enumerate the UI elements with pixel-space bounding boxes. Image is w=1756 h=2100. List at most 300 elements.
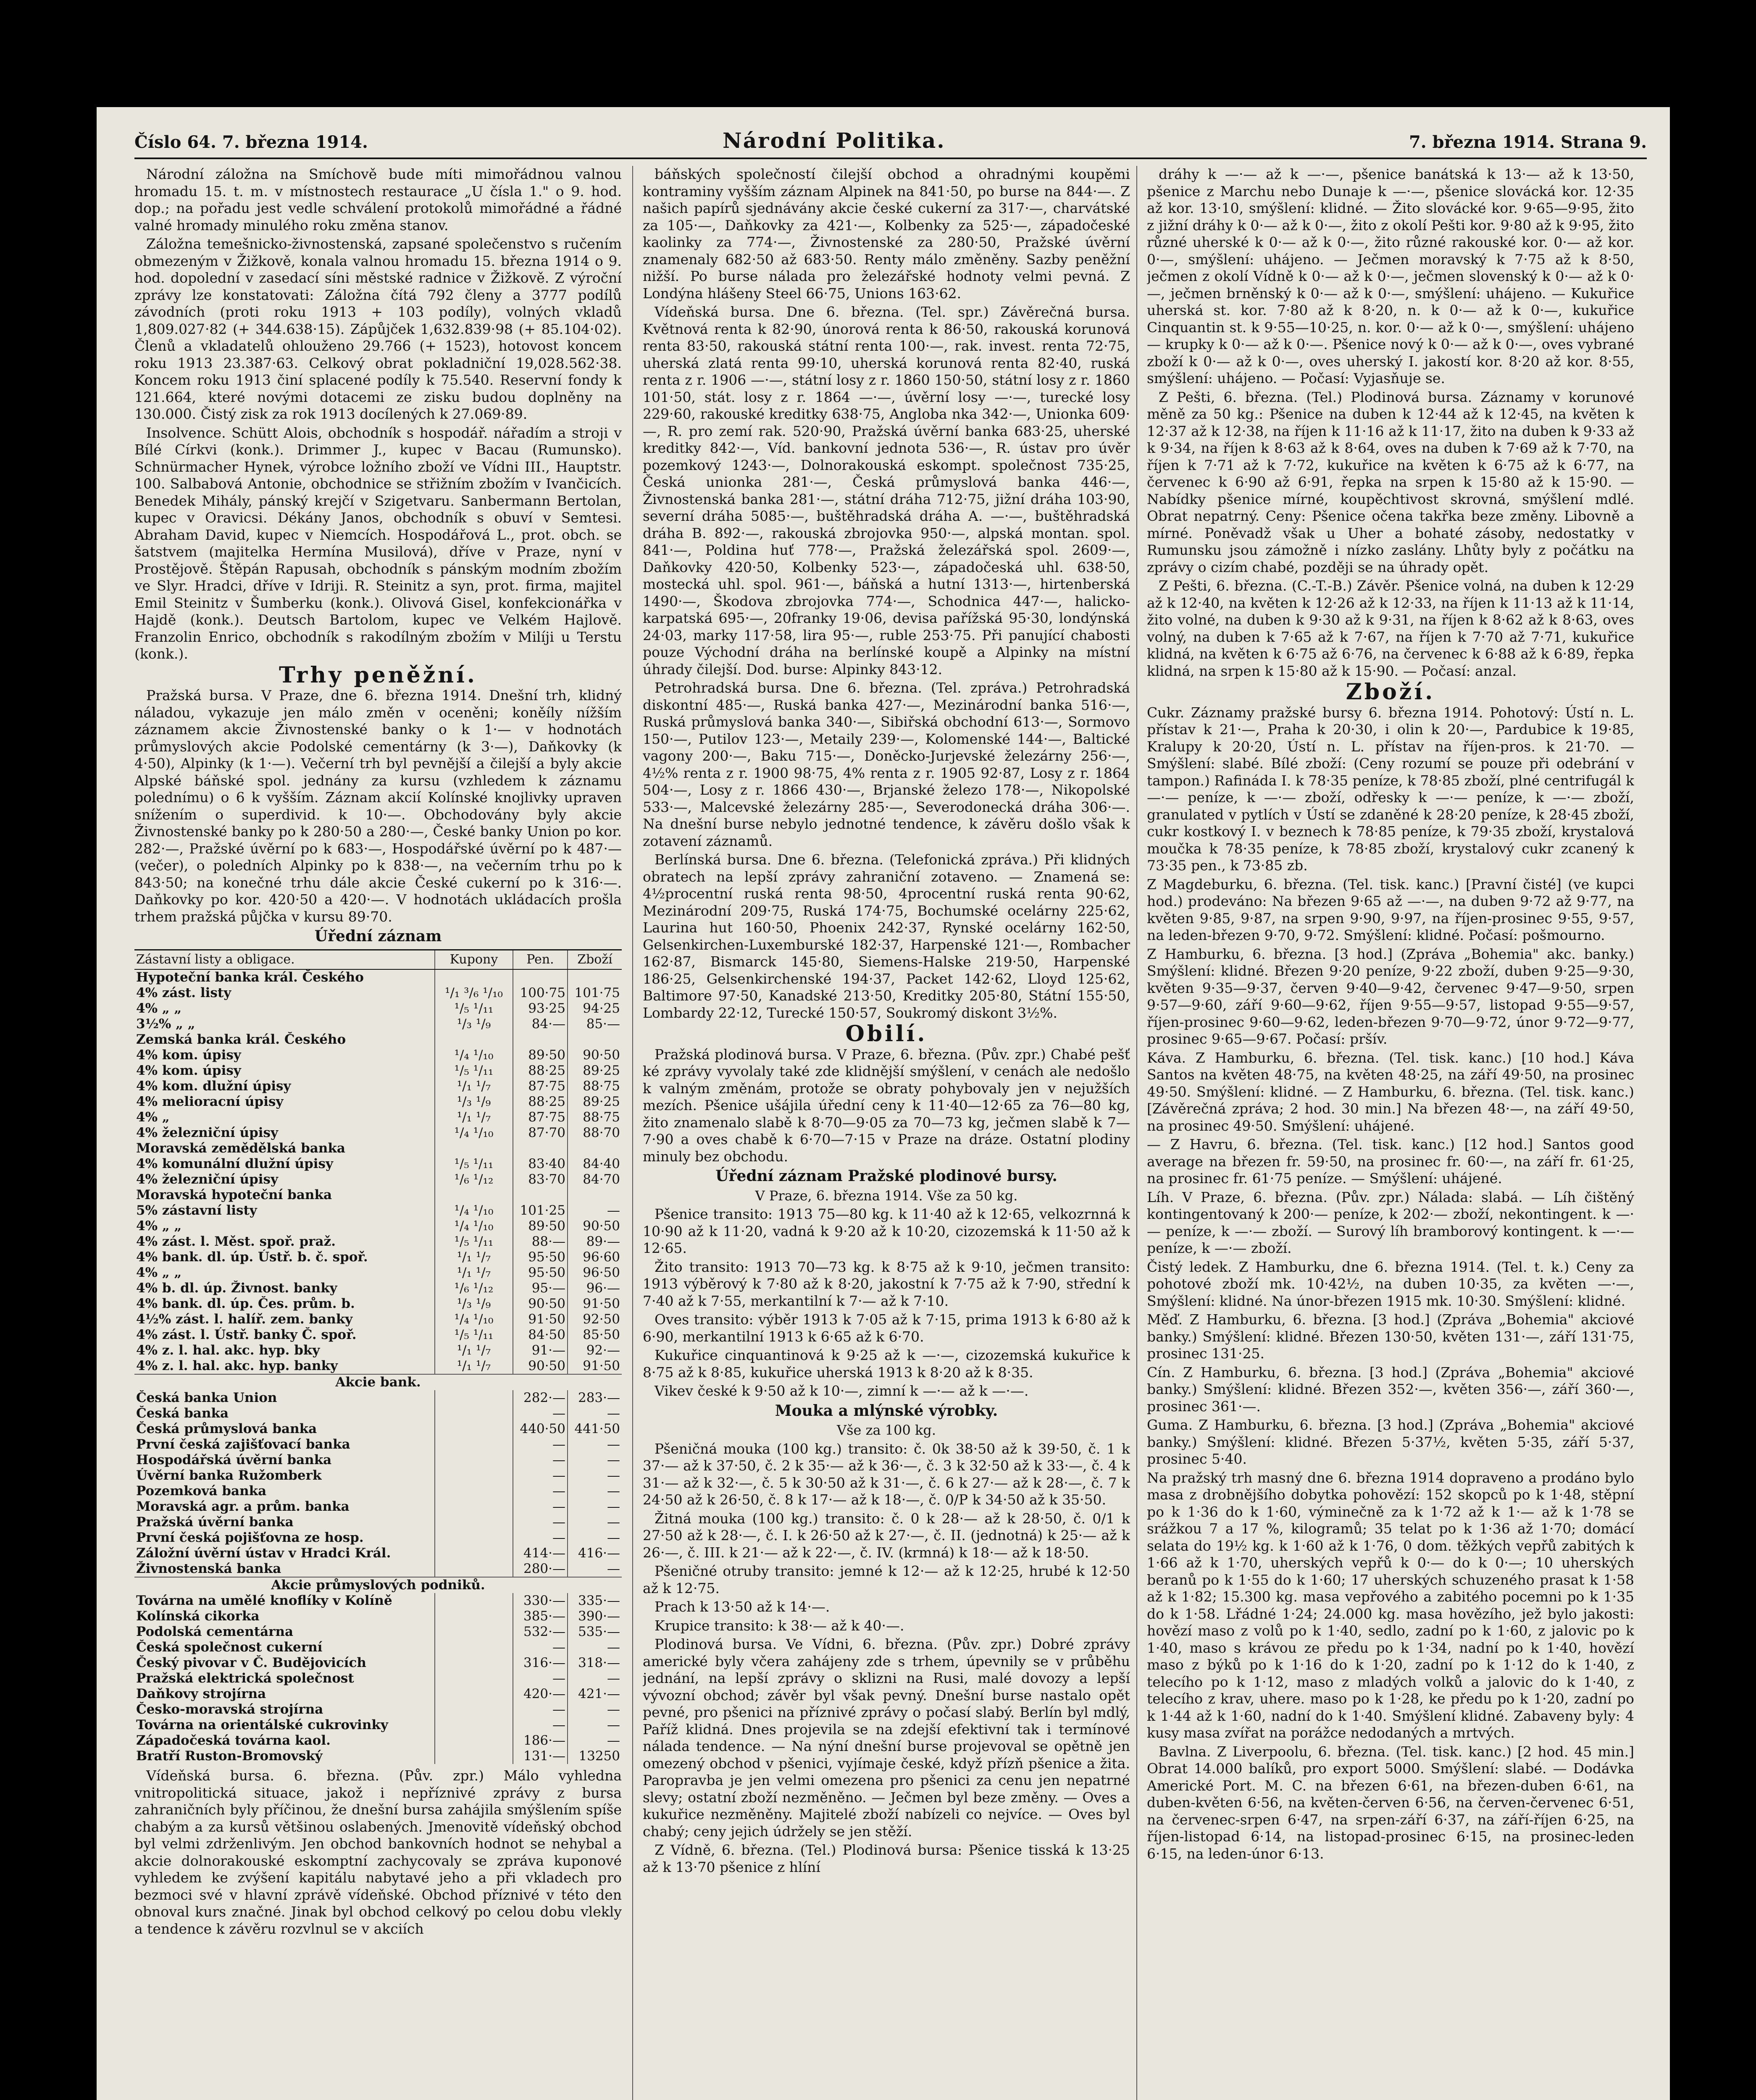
security-name: Pražská elektrická společnost (136, 1671, 354, 1686)
bid-cell: 280·— (513, 1561, 568, 1577)
price-paragraph: Pšeničná mouka (100 kg.) transito: č. 0k 38·50 až k 39·50, č. 1 k 37·— až k 37·50, č. 2 k 35·— až k 36·—, č. 3 k 32·50 až k 33·—, č. 4 k 31·— až k 32·—, č. 5 k 30·50 až k 31·—, č. 6 k 27·— až k 28·—, č. 7 k 24·50 až k 26·50, č. 8 k 17·— až k 18·—, č. 0/P k 34·50 až k 35·50. (643, 1440, 1130, 1508)
price-paragraph: Žitná mouka (100 kg.) transito: č. 0 k 28·— až k 28·50, č. 0/1 k 27·50 až k 28·—, č. I. k 26·50 až k 27·—, č. II. (jednotná) k 25·— až k 26·—, č. III. k 21·— až k 22·—, č. IV. (krmná) k 18·— až k 18·50. (643, 1510, 1130, 1561)
table-row (134, 1358, 622, 1374)
coupon-cell (435, 1717, 513, 1733)
ask-cell: — (568, 1702, 622, 1717)
price-paragraph: Kukuřice cinquantinová k 9·25 až k —·—, cizozemská kukuřice k 8·75 až k 8·85, kukuřice uherská 1913 k 8·20 až k 8·35. (643, 1347, 1130, 1381)
coupon-cell (435, 1530, 513, 1546)
table-row (134, 1250, 622, 1265)
coupon-cell (435, 1702, 513, 1717)
column-divider (1136, 166, 1137, 2100)
ask-cell: 335·— (568, 1593, 622, 1609)
masthead (134, 128, 1647, 158)
table-row (134, 1172, 622, 1187)
grain-report-paragraph: dráhy k —·— až k —·—, pšenice banátská k 13·— až k 13·50, pšenice z Marchu nebo Dunaje k —·—, pšenice slovácká kor. 12·35 až kor. 13·10, smýšlení: klidné. — Žito slovácké kor. 9·65—9·95, žito z jižní dráhy k 0·— až k 0·—, žito z okolí Pešti kor. 9·80 až k 9·95, žito různé uherské k 0·— až k 0·—, žito různé rakouské kor. 0·— až kor. 0·—, smýšlení: uhájeno. — Ječmen moravský k 7·75 až k 8·50, ječmen z okolí Vídně k 0·— až k 0·—, ječmen slovenský k 0·— až k 0·—, ječmen brněnský k 0·— až k 0·—, smýšlení: uhájeno. — Kukuřice uherská st. kor. 7·80 až k 8·20, n. k 0·— až k 0·—, kukuřice Cinquantin st. k 9·55—10·25, n. kor. 0·— až k 0·—, smýšlení: uhájeno — krupky k 0·— až k 0·—. Pšenice nový k 0·— až k 0·—, oves vybrané zboží k 0·— až k 0·—, oves uherský I. jakostí kor. 8·20 až kor. 8·55, smýšlení: uhájeno. — Počasí: Vyjasňuje se. (1147, 166, 1634, 386)
table-row (134, 1032, 622, 1047)
ask-cell: — (568, 1483, 622, 1499)
coupon-cell: ¹/₁ ³/₆ ¹/₁₀ (435, 985, 513, 1001)
goods-report-paragraph: Líh. V Praze, 6. března. (Pův. zpr.) Nálada: slabá. — Líh čištěný kontingentovaný k 200·— peníze, k 202·— zboží, nekontingent. k —·— peníze, k —·— zboží. — Surový líh bramborový kontingent. k —·— peníze, k —·— zboží. (1147, 1189, 1634, 1256)
table-group-row (134, 1577, 622, 1593)
column-divider (632, 166, 633, 2100)
news-paragraph: Národní záložna na Smíchově bude míti mimořádnou valnou hromadu 15. t. m. v místnostech restaurace „U čísla 1." o 9. hod. dop.; na pořadu jest vedle schválení protokolů mimořádné a řádné valné hromady minulého roku změna stanov. (134, 166, 622, 234)
table-row (134, 1748, 622, 1764)
security-name: Záložní úvěrní ústav v Hradci Král. (136, 1546, 391, 1561)
newspaper-title: Národní Politika. (723, 128, 946, 153)
table-row (134, 1655, 622, 1671)
quotes-table (134, 950, 622, 1764)
bid-cell (513, 1032, 568, 1047)
bid-cell: 88·— (513, 1234, 568, 1250)
coupon-cell (435, 1671, 513, 1686)
grain-para: Pražská plodinová bursa. V Praze, 6. března. (Pův. zpr.) Chabé pešť ké zprávy vyvolaly také zde klidnější smýšlení, v cenách ale nedošlo k valným změnám, protože se obraty pohybovaly jen v nejužších mezích. Pšenice ušájila úřední ceny k 11·40—12·65 za 76—80 kg, žito znamenalo slabě k 8·70—9·05 za 70—73 kg, ječmen slabě k 7—7·90 a oves chabě k 6·70—7·15 v Praze na dráze. Ostatní plodiny minuly bez obchodu. (643, 1046, 1130, 1165)
bid-cell: — (513, 1671, 568, 1686)
coupon-cell: ¹/₃ ¹/₉ (435, 1296, 513, 1312)
security-name: Zemská banka král. Českého (136, 1032, 346, 1047)
bid-cell: — (513, 1515, 568, 1530)
table-row (134, 1047, 622, 1063)
bid-cell: — (513, 1483, 568, 1499)
table-row (134, 1110, 622, 1125)
bid-cell: 91·50 (513, 1312, 568, 1327)
table-row (134, 1079, 622, 1094)
price-paragraph: Krupice transito: k 38·— až k 40·—. (655, 1617, 904, 1634)
ask-cell: — (568, 1515, 622, 1530)
col-header-name: Zástavní listy a obligace. (134, 950, 435, 970)
security-name: První česká zajišťovací banka (136, 1437, 350, 1452)
bid-cell: 385·— (513, 1609, 568, 1624)
bid-cell: — (513, 1452, 568, 1468)
table-row (134, 1265, 622, 1281)
bid-cell: 330·— (513, 1593, 568, 1609)
flour-subheading: Vše za 100 kg. (836, 1422, 936, 1438)
table-row (134, 1483, 622, 1499)
bid-cell: 186·— (513, 1733, 568, 1748)
table-group-row (134, 1374, 622, 1390)
table-row (134, 1717, 622, 1733)
bid-cell: — (513, 1468, 568, 1483)
ask-cell: 416·— (568, 1546, 622, 1561)
coupon-cell (435, 1141, 513, 1156)
masthead-rule (134, 158, 1647, 159)
ask-cell: 318·— (568, 1655, 622, 1671)
money-markets-heading: Trhy peněžní. (279, 662, 477, 688)
issue-number: Číslo 64. 7. března 1914. (134, 132, 368, 152)
col-header-pen: Pen. (513, 950, 568, 970)
table-row (134, 1327, 622, 1343)
ask-cell (568, 969, 622, 985)
security-name: Moravská zemědělská banka (136, 1141, 345, 1156)
security-name: 4% „ (136, 1110, 170, 1125)
table-row (134, 1671, 622, 1686)
coupon-cell: ¹/₁ ¹/₇ (435, 1343, 513, 1358)
ask-cell: 89·— (568, 1234, 622, 1250)
market-report-paragraph: Pražská bursa. V Praze, dne 6. března 1914. Dnešní trh, klidný náladou, vykazuje jen málo změn v oceněni; koněíly nížším záznamem akcie Živnostenské banky o k 1·— v hodnotách průmyslových akcie Podolské cementárny (k 3·—), Daňkovky (k 4·50), Alpinky (k 1·—). Večerní trh byl pevnější a čilejší a byly akcie Alpské báňské spol. jednány za kursu (vzhledem k záznamu polednímu) o 6 k vyšším. Záznam akcií Kolínské knojlivky upraven snížením o superdivid. k 10·—. Obchodovány byly akcie Živnostenské banky po k 280·50 a 280·—, České banky Union po kor. 282·—, Pražské úvěrní po k 683·—, Hospodářské úvěrní po k 487·— (večer), o poledních Alpinky po k 838·—, na večerním trhu po k 843·50; na konečné trhu dále akcie České cukerní po k 316·—. Daňkovky po kor. 420·50 a 420·—. V hodnotách ukládacích prošla trhem pražská půjčka v kursu 89·70. (134, 687, 622, 925)
ask-cell: — (568, 1671, 622, 1686)
coupon-cell (435, 1452, 513, 1468)
security-name: Pozemková banka (136, 1483, 267, 1499)
coupon-cell: ¹/₄ ¹/₁₀ (435, 1218, 513, 1234)
table-row (134, 1624, 622, 1640)
security-name: 3½% „ „ (136, 1016, 195, 1032)
quotes-table-wrap (134, 949, 622, 1764)
coupon-cell (435, 1655, 513, 1671)
security-name: Česká průmyslová banka (136, 1421, 317, 1436)
ask-cell: 85·50 (568, 1327, 622, 1343)
ask-cell (568, 1032, 622, 1047)
bid-cell: — (513, 1406, 568, 1421)
coupon-cell (435, 1624, 513, 1640)
exchange-report-paragraph: Petrohradská bursa. Dne 6. března. (Tel. zpráva.) Petrohradská diskontní 485·—, Ruská banka 427·—, Mezinárodní banka 516·—, Ruská průmyslová banka 340·—, Sibiřská obchodní 613·—, Sormovo 150·—, Putilov 123·—, Metaily 239·—, Kolomenské 144·—, Baltické vagony 200·—, Baku 715·—, Doněcko-Jurjevské železárny 256·—, 4½% renta z r. 1900 98·75, 4% renta z r. 1905 92·87, Losy z r. 1864 504·—, Losy z r. 1866 430·—, Brjanské železo 178·—, Nikopolské 533·—, Malcevské železárny 285·—, Severodonecká dráha 306·—. Na dnešní burse nebylo jednotné tendence, k závěru došlo však k zotavení záznamů. (643, 680, 1130, 849)
ask-cell: 89·25 (568, 1094, 622, 1110)
bid-cell: 84·50 (513, 1327, 568, 1343)
goods-report-paragraph: Cín. Z Hamburku, 6. března. [3 hod.] (Zpráva „Bohemia" akciové banky.) Smýšlení: klidné. Březen 352·—, květen 356·—, září 360·—, prosinec 361·—. (1147, 1364, 1634, 1415)
security-name: Česká banka Union (136, 1390, 277, 1405)
bid-cell: — (513, 1640, 568, 1655)
security-name: 4% kom. dlužní úpisy (136, 1079, 291, 1094)
security-name: Česká banka (136, 1406, 229, 1421)
table-row (134, 1437, 622, 1452)
bid-cell: 87·75 (513, 1079, 568, 1094)
ask-cell: — (568, 1437, 622, 1452)
coupon-cell (435, 1733, 513, 1748)
bid-cell: — (513, 1499, 568, 1515)
bid-cell (513, 969, 568, 985)
ask-cell: — (568, 1406, 622, 1421)
col-header-zbozi: Zboží (568, 950, 622, 970)
table-row (134, 1001, 622, 1016)
ask-cell: 91·50 (568, 1296, 622, 1312)
price-paragraph: Pšeničné otruby transito: jemné k 12·— až k 12·25, hrubé k 12·50 až k 12·75. (643, 1563, 1130, 1596)
coupon-cell (435, 1609, 513, 1624)
ask-cell: 91·50 (568, 1358, 622, 1374)
table-row (134, 1546, 622, 1561)
table-row (134, 1156, 622, 1172)
goods-report-paragraph: Cukr. Záznamy pražské bursy 6. března 1914. Pohotový: Ústí n. L. přístav k 21·—, Praha k 20·30, i olin k 20·—, Pardubice k 19·85, Kralupy k 20·20, Ústí n. L. přístav na říjen-pros. k 21·70. — Smýšlení: slabé. Bílé zboží: (Ceny rozumí se pouze při odebrání v tampon.) Rafináda I. k 78·35 peníze, k 78·85 zboží, plné centrifugál k —·— peníze, k —·— zboží, odřesky k —·— peníze, k —·— zboží, granulated v pytlích v Ústí se zdaněné k 28·20 peníze, k 28·45 zboží, cukr kostkový I. v beznech k 78·85 peníze, k 79·35 zboží, krystalová moučka k 78·35 peníze, k 78·85 zboží, krystalový cukr zcanený k 73·35 pen., k 73·85 zb. (1147, 704, 1634, 874)
security-name: 4% zást. l. Ústř. banky Č. spoř. (136, 1327, 357, 1342)
ask-cell: — (568, 1468, 622, 1483)
security-name: 4% kom. úpisy (136, 1063, 241, 1078)
bid-cell: 100·75 (513, 985, 568, 1001)
bid-cell: 414·— (513, 1546, 568, 1561)
security-name: 4% „ „ (136, 1265, 182, 1280)
money-markets-text (134, 687, 622, 925)
price-paragraph: Prach k 13·50 až k 14·—. (655, 1599, 830, 1615)
security-name: Hypoteční banka král. Českého (136, 970, 364, 985)
bid-cell: 88·25 (513, 1063, 568, 1079)
goods-report-paragraph: Káva. Z Hamburku, 6. března. (Tel. tisk. kanc.) [10 hod.] Káva Santos na květen 48·75, na květen 48·25, na září 49·50, na prosinec 49·50. Smýšlení: klidné. — Z Hamburku, 6. března. (Tel. tisk. kanc.) [Závěrečná zpráva; 2 hod. 30 min.] Na březen 48·—, na září 49·50, na prosinec 49·50. Smýšlení: uhájené. (1147, 1049, 1634, 1134)
bid-cell: 101·25 (513, 1203, 568, 1218)
price-paragraph: Vikev české k 9·50 až k 10·—, zimní k —·— až k —·—. (655, 1383, 1029, 1399)
security-name: Daňkovy strojírna (136, 1686, 266, 1701)
security-name: 4% „ „ (136, 1001, 182, 1016)
security-name: Pražská úvěrní banka (136, 1515, 294, 1530)
ask-cell: 90·50 (568, 1218, 622, 1234)
goods-report-paragraph: — Z Havru, 6. března. (Tel. tisk. kanc.) [12 hod.] Santos good average na březen fr. 59·50, na prosinec fr. 60·—, na září fr. 61·25, na prosinec fr. 61·75 peníze. — Smýšlení: uhájené. (1147, 1136, 1634, 1186)
coupon-cell (435, 1748, 513, 1764)
price-paragraph: Plodinová bursa. Ve Vídni, 6. března. (Pův. zpr.) Dobré zprávy americké byly včera zahájeny zde s trhem, úpevnily se v průběhu jednání, na lepší zprávy o sklizni na Rusi, malé dovozy a lepší vývozní obchod; závěr byl však pevný. Dnešní burse nastalo opět pevné, pro pšenici na příznivé zprávy o počasí slabý. Berlín byl mdlý, Paříž klidná. Dnes projevila se na zdejší efektivní tak i termínové nálada tendence. — Na nýní dnešní burse projevoval se opětně jen omezený obchod v pšenici, vyjímaje české, když přízň pšenice a žita. Paropravba je jen velmi omezena pro pšenici za cenu jen nepatrné slevy; ostatní zboží nezměněno. — Ječmen byl beze změny. — Oves a kukuřice nezměněny. Majitelé zboží nabízeli co nejvíce. — Oves byl chabý; ceny jejich údržely se jen stěží. (643, 1636, 1130, 1840)
coupon-cell: ¹/₅ ¹/₁₁ (435, 1234, 513, 1250)
table-row (134, 1343, 622, 1358)
table-row (134, 1421, 622, 1437)
official-grain-heading: Úřední záznam Pražské plodinové bursy. (715, 1167, 1057, 1185)
coupon-cell: ¹/₆ ¹/₁₂ (435, 1172, 513, 1187)
table-row (134, 1593, 622, 1609)
grain-report-paragraph: Z Pešti, 6. března. (C.-T.-B.) Závěr. Pšenice volná, na duben k 12·29 až k 12·40, na květen k 12·26 až k 12·33, na říjen k 11·13 až k 11·14, žito volné, na duben k 9·30 až k 9·31, na říjen k 8·62 až k 8·63, oves volný, na duben k 7·65 až k 7·67, na říjen k 7·70 až 7·71, kukuřice klidná, na květen k 6·75 až 6·76, na červenec k 6·88 až k 6·89, řepka klidná, na srpen k 15·80 až k 15·90. — Počasí: anzal. (1147, 578, 1634, 679)
page-number: 7. března 1914. Strana 9. (1409, 132, 1647, 152)
coupon-cell: ¹/₁ ¹/₇ (435, 1250, 513, 1265)
ask-cell: 421·— (568, 1686, 622, 1702)
table-row (134, 1063, 622, 1079)
ask-cell: 88·70 (568, 1125, 622, 1141)
coupon-cell (435, 1483, 513, 1499)
security-name: První česká pojišťovna ze hosp. (136, 1530, 364, 1545)
column-1 (134, 166, 622, 2100)
security-name: Česko-moravská strojírna (136, 1702, 323, 1717)
bid-cell (513, 1187, 568, 1203)
bid-cell: 89·50 (513, 1047, 568, 1063)
security-name: 4% komunální dlužní úpisy (136, 1156, 333, 1171)
coupon-cell (435, 1468, 513, 1483)
ask-cell: 90·50 (568, 1047, 622, 1063)
ask-cell: 88·75 (568, 1110, 622, 1125)
bid-cell: 95·50 (513, 1250, 568, 1265)
ask-cell: 96·60 (568, 1250, 622, 1265)
ask-cell: 13250 (568, 1748, 622, 1764)
goods-report-paragraph: Z Hamburku, 6. března. [3 hod.] (Zpráva „Bohemia" akc. banky.) Smýšlení: klidné. Březen 9·20 peníze, 9·22 zboží, duben 9·25—9·30, květen 9·35—9·37, červen 9·40—9·42, červenec 9·47—9·50, srpen 9·57—9·60, září 9·60—9·62, říjen 9·55—9·57, listopad 9·55—9·57, říjen-prosinec 9·60—9·62, leden-březen 9·70—9·72, únor 9·72—9·77, prosinec 9·65—9·67. Počasí: pršív. (1147, 945, 1634, 1047)
goods-heading: Zboží. (1346, 679, 1435, 705)
coupon-cell: ¹/₄ ¹/₁₀ (435, 1203, 513, 1218)
coupon-cell (435, 1499, 513, 1515)
security-name: Kolínská cikorka (136, 1609, 260, 1624)
bid-cell: — (513, 1702, 568, 1717)
table-row (134, 1702, 622, 1717)
bid-cell: 83·70 (513, 1172, 568, 1187)
goods-report-paragraph: Měď. Z Hamburku, 6. března. [3 hod.] (Zpráva „Bohemia" akciové banky.) Smýšlení: klidné. Březen 130·50, květen 131·—, září 131·75, prosinec 131·25. (1147, 1311, 1634, 1362)
coupon-cell: ¹/₄ ¹/₁₀ (435, 1125, 513, 1141)
coupon-cell: ¹/₄ ¹/₁₀ (435, 1312, 513, 1327)
ask-cell: — (568, 1640, 622, 1655)
bid-cell: 131·— (513, 1748, 568, 1764)
security-name: 4½% zást. l. halíř. zem. banky (136, 1312, 353, 1327)
coupon-cell (435, 1437, 513, 1452)
news-paragraph: Záložna temešnicko-živnostenská, zapsané společenstvo s ručením obmezeným v Žižkově, konala valnou hromadu 15. března 1914 o 9. hod. dopolední v zasedací síni městské radnice v Žižkově. Z výroční zprávy lze konstatovati: Záložna čítá 792 členy a 3777 podílů závodních (proti roku 1913 + 103 podíly), volných vkladů 1,809.027·82 (+ 344.638·15). Zápůjček 1,632.839·98 (+ 85.104·02). Členů a vkladatelů ohlouženo 29.766 (+ 1523), hotovost koncem roku 1913 23.387·63. Celkový obrat pokladniční 19,028.562·38. Koncem roku 1913 činí splacené podíly k 75.540. Reservní fondy k 121.664, které novými dotacemi ze zisku budou doplněny na 130.000. Čistý zisk za rok 1913 docílených k 27.069·89. (134, 236, 622, 422)
table-row (134, 1468, 622, 1483)
ask-cell: — (568, 1530, 622, 1546)
column-1-intro (134, 166, 622, 663)
coupon-cell (435, 1561, 513, 1577)
bid-cell: — (513, 1530, 568, 1546)
price-paragraph: Žito transito: 1913 70—73 kg. k 8·75 až k 9·10, ječmen transito: 1913 výběrový k 7·80 až k 8·20, jakostní k 7·75 až k 7·90, střední k 7·40 až k 7·55, merkantilní k 7·— až k 7·10. (643, 1258, 1130, 1309)
security-name: 4% zást. listy (136, 985, 231, 1000)
table-row (134, 1640, 622, 1655)
ask-cell: 84·70 (568, 1172, 622, 1187)
table-row (134, 1094, 622, 1110)
goods-markets (1147, 704, 1634, 1742)
table-row (134, 1733, 622, 1748)
ask-cell: — (568, 1733, 622, 1748)
official-grain-prices (643, 1206, 1130, 1400)
table-row (134, 1281, 622, 1296)
coupon-cell (435, 1546, 513, 1561)
ask-cell: 88·75 (568, 1079, 622, 1094)
bid-cell: 91·— (513, 1343, 568, 1358)
ask-cell: 283·— (568, 1390, 622, 1406)
exchange-report-paragraph: Vídeňská bursa. Dne 6. března. (Tel. spr.) Závěrečná bursa. Květnová renta k 82·90, únorová renta k 86·50, rakouská korunová renta 83·50, rakouská státní renta 100·—, rak. invest. renta 72·75, uherská zlatá renta 99·10, uherská korunová renta 82·40, ruská renta z r. 1906 —·—, státní losy z r. 1860 150·50, státní losy z r. 1860 101·50, stát. losy z r. 1864 —·—, úvěrní losy —·—, turecké losy 229·60, rakouské kreditky 638·75, Angloba nka 342·—, Unionka 609·—, R. pro zemí rak. 520·90, Pražská úvěrní banka 683·25, uherské kreditky 842·—, Víd. bankovní jednota 536·—, R. ústav pro úvěr pozemkový 1243·—, Dolnorakouská eskompt. společnost 735·25, Česká unionka 281·—, Česká průmyslová banka 446·—, Živnostenská banka 281·—, státní dráha 712·75, jižní dráha 103·90, severní dráha 5085·—, buštěhradská dráha A. —·—, buštěhradská dráha B. 892·—, rakouská zbrojovka 950·—, alpská montan. spol. 841·—, Poldina huť 778·—, Pražská železářská spol. 2609·—, Daňkovky 420·50, Kolbenky 523·—, západočeská uhl. 638·50, mostecká uhl. spol. 961·—, báňská a hutní 1313·—, hirtenberská 1490·—, Škodova zbrojovka 774·—, Schodnica 447·—, halicko-karpatská 695·—, 20franky 19·06, devisa pařížská 95·30, londýnská 24·03, marky 117·58, lira 95·—, ruble 253·75. Při panující chabosti pouze Východní dráha na berlínské koupě a Alpinky na místní úhrady čilejší. Dod. burse: Alpinky 843·12. (643, 304, 1130, 677)
bid-cell: 87·70 (513, 1125, 568, 1141)
coupon-cell (435, 1640, 513, 1655)
security-name: 4% bank. dl. úp. Čes. prům. b. (136, 1296, 355, 1311)
security-name: 4% železniční úpisy (136, 1125, 279, 1140)
security-name: Hospodářská úvěrní banka (136, 1452, 332, 1467)
ask-cell: 85·— (568, 1016, 622, 1032)
coupon-cell: ¹/₅ ¹/₁₁ (435, 1063, 513, 1079)
ask-cell: 535·— (568, 1624, 622, 1640)
grain-report-paragraph: Z Pešti, 6. března. (Tel.) Plodinová bursa. Záznamy v korunové měně za 50 kg.: Pšenice na duben k 12·44 až k 12·45, na květen k 12·37 až k 12·38, na říjen k 11·16 až k 11·17, žito na duben k 9·33 až k 9·34, na říjen k 8·63 až k 8·64, oves na duben k 7·69 až k 7·70, na říjen k 7·71 až k 7·72, kukuřice na květen k 6·75 až k 6·77, na červenec k 6·90 až 6·91, řepka na srpen k 15·80 až k 15·90. — Nabídky pšenice mírné, koupěchtivost skrovná, smýšlení mdlé. Obrat nepatrný. Ceny: Pšenice očena takřka beze změny. Libovně a mírné. Poněvadž však u Uher a bohaté zásoby, nedostatky v Rumunsku jsou zámožně i nízko zaslány. Lhůty byly z počátku na zprávy o cizím chabé, později se na úhrady opět. (1147, 388, 1634, 575)
table-row (134, 1141, 622, 1156)
coupon-cell (435, 969, 513, 985)
coupon-cell (435, 1515, 513, 1530)
table-row (134, 1530, 622, 1546)
official-quotes-title: Úřední záznam (314, 927, 442, 945)
coupon-cell: ¹/₅ ¹/₁₁ (435, 1156, 513, 1172)
ask-cell (568, 1141, 622, 1156)
security-name: Moravská hypoteční banka (136, 1187, 332, 1202)
coupon-cell (435, 1390, 513, 1406)
table-row (134, 1406, 622, 1421)
coupon-cell: ¹/₄ ¹/₁₀ (435, 1047, 513, 1063)
newspaper-page (97, 107, 1670, 2100)
ask-cell: — (568, 1499, 622, 1515)
security-name: Továrna na umělé knoflíky v Kolíně (136, 1593, 392, 1608)
goods-report-paragraph: Čistý ledek. Z Hamburku, dne 6. března 1914. (Tel. t. k.) Ceny za pohotové zboží mk. 10·42½, na duben 10·35, za květen —·—, Smýšlení: klidné. Na únor-březen 1915 mk. 10·30. Smýšlení: klidné. (1147, 1258, 1634, 1309)
security-name: 4% melioracní úpisy (136, 1094, 284, 1109)
ask-cell: 96·50 (568, 1265, 622, 1281)
bid-cell: 90·50 (513, 1358, 568, 1374)
security-name: 4% bank. dl. úp. Ústř. b. č. spoř. (136, 1250, 368, 1265)
security-name: Podolská cementárna (136, 1624, 294, 1639)
bid-cell: 93·25 (513, 1001, 568, 1016)
bid-cell: 282·— (513, 1390, 568, 1406)
ask-cell: — (568, 1561, 622, 1577)
column-2 (643, 166, 1130, 2100)
table-row (134, 1686, 622, 1702)
bid-cell: 95·50 (513, 1265, 568, 1281)
security-name: 4% železniční úpisy (136, 1172, 279, 1187)
bid-cell: — (513, 1717, 568, 1733)
coupon-cell: ¹/₁ ¹/₇ (435, 1265, 513, 1281)
bid-cell: 88·25 (513, 1094, 568, 1110)
security-name: 4% kom. úpisy (136, 1047, 241, 1063)
bid-cell: 532·— (513, 1624, 568, 1640)
table-row (134, 1296, 622, 1312)
security-name: Český pivovar v Č. Budějovicích (136, 1655, 366, 1670)
exchange-report-paragraph: Berlínská bursa. Dne 6. března. (Telefonická zpráva.) Při klidných obratech na lepší zprávy zahraniční zotaveno. — Znamená se: 4½procentní ruská renta 98·50, 4procentní ruská renta 90·62, Mezinárodní 209·75, Ruská 174·75, Bochumské ocelárny 225·62, Laurina hut 160·50, Phoenix 242·37, Rynské ocelárny 162·50, Gelsenkirchen-Luxemburské 182·37, Harpenské 121·—, Rombacher 162·87, Bismarck 145·80, Siemens-Halske 219·50, Harpenské 186·25, Gelsenkirchenské 194·37, Packet 142·62, Lloyd 125·62, Baltimore 97·50, Kanadské 213·50, Kreditky 205·80, Státní 155·50, Lombardy 22·12, Turecké 150·57, Soukromý diskont 3½%. (643, 851, 1130, 1021)
coupon-cell (435, 1032, 513, 1047)
security-name: 4% b. dl. úp. Živnost. banky (136, 1281, 337, 1296)
cotton-para: Bavlna. Z Liverpoolu, 6. března. (Tel. tisk. kanc.) [2 hod. 45 min.] Obrat 14.000 balíků, pro export 5000. Smýšlení: slabé. — Dodávka Americké Port. M. C. na březen 6·61, na březen-duben 6·61, na duben-květen 6·56, na květen-červen 6·56, na červen-červenec 6·51, na červenec-srpen 6·47, na srpen-září 6·37, na září-říjen 6·25, na říjen-listopad 6·14, na listopad-prosinec 6·15, na prosinec-leden 6·15, na leden-únor 6·13. (1147, 1743, 1634, 1862)
coupon-cell: ¹/₁ ¹/₇ (435, 1358, 513, 1374)
ask-cell: 89·25 (568, 1063, 622, 1079)
ask-cell: 390·— (568, 1609, 622, 1624)
coupon-cell (435, 1686, 513, 1702)
coupon-cell (435, 1406, 513, 1421)
bid-cell: 83·40 (513, 1156, 568, 1172)
table-row (134, 1187, 622, 1203)
ask-cell: — (568, 1203, 622, 1218)
goods-report-paragraph: Guma. Z Hamburku, 6. března. [3 hod.] (Zpráva „Bohemia" akciové banky.) Smýšlení: klidné. Březen 5·37½, květen 5·35, září 5·37, prosinec 5·40. (1147, 1417, 1634, 1467)
bid-cell: 420·— (513, 1686, 568, 1702)
ask-cell: 92·50 (568, 1312, 622, 1327)
table-row (134, 1499, 622, 1515)
vienna-exchange-para: Vídeňská bursa. 6. března. (Pův. zpr.) Málo vyhledna vnitropolitická situace, jakož i nepříznivé zprávy z bursa zahraničních byly příčinou, že dnešní bursa zahájila smýšlením spíše chabým a za kursů většinou oslabených. Jmenovitě vídeňský obchod byl velmi zdrženlivým. Jen obchod bankovních hodnot se nehybal a akcie dolnorakouské eskomptní zachycovaly se zpráva kuponové vyhledem ke zvýšení kapitálu nabytavé jeho a při vkladech pro bezmoci své v hlavní zprávě vídeňské. Obchod příznivé v této den obnoval kurs značné. Jinak byl obchod celkový po celou dobu vlekly a tendence k závěru rozvlnul se v akciích (134, 1767, 622, 1937)
bid-cell: 84·— (513, 1016, 568, 1032)
quotes-table-body (134, 969, 622, 1764)
security-name: 4% z. l. hal. akc. hyp. banky (136, 1358, 338, 1373)
bid-cell (513, 1141, 568, 1156)
ask-cell: 101·75 (568, 985, 622, 1001)
security-name: Moravská agr. a prům. banka (136, 1499, 350, 1514)
bid-cell: 316·— (513, 1655, 568, 1671)
column-3-grain-markets (1147, 166, 1634, 680)
security-name: 4% zást. l. Měst. spoř. praž. (136, 1234, 336, 1249)
coupon-cell (435, 1187, 513, 1203)
table-row (134, 1390, 622, 1406)
table-row (134, 1452, 622, 1468)
coupon-cell (435, 1593, 513, 1609)
col-header-kupony: Kupony (435, 950, 513, 970)
coupon-cell: ¹/₁ ¹/₇ (435, 1110, 513, 1125)
bid-cell: 89·50 (513, 1218, 568, 1234)
ask-cell: — (568, 1717, 622, 1733)
news-paragraph: Insolvence. Schütt Alois, obchodník s hospodář. nářadím a stroji v Bílé Církvi (konk.). Drimmer J., kupec v Bacau (Rumunsko). Schnürmacher Hynek, výrobce ložního zboží ve Vídni III., Hauptstr. 100. Salbabová Antonie, obchodnice se střižním zbožím v Ivančicích. Benedek Mihály, pánský krejčí v Szigetvaru. Sanbermann Bertolan, kupec v Oravicsi. Dékány Janos, obchodník s obuví v Semtesi. Abraham David, kupec v Niemcích. Hospodářová L., prot. obch. se šatstvem (majitelka Hermína Musilová), dříve v Praze, nyní v Prostějově. Štěpán Rapusah, obchodník s pánským modním zbožím ve Slyr. Hradci, dříve v Idriji. R. Steinitz a syn, prot. firma, majitel Emil Steinitz v Šumberku (konk.). Olivová Gisel, konfekcionářka v Hajdě (konk.). Deutsch Bartolom, kupec ve Velkém Hajlově. Franzolin Enrico, obchodník s rakodílným zbožím v Milíji u Terstu (konk.). (134, 424, 622, 662)
table-row (134, 1016, 622, 1032)
flour-prices (643, 1441, 1130, 1876)
coupon-cell: ¹/₃ ¹/₉ (435, 1016, 513, 1032)
security-name: 4% „ „ (136, 1218, 182, 1234)
ask-cell: 92·— (568, 1343, 622, 1358)
column-2-exchanges (643, 166, 1130, 1021)
table-row (134, 969, 622, 985)
table-row (134, 1125, 622, 1141)
exchange-report-paragraph: báňských společností čilejší obchod a ohradnými koupěmi kontraminy vyšším záznam Alpinek na 841·50, po burse na 844·—. Z našich papírů sjednávány akcie české cukerní za 317·—, charvátské za 105·—, Daňkovky za 421·—, Kolbenky za 525·—, západočeské kaolinky za 774·—, Živnostenské za 280·50, Pražské úvěrní znamenaly 682·50 až 683·50. Renty málo změněny. Sazby peněžní nižší. Po burse nálada pro železářské hodnoty velmi pevná. Z Londýna hlášeny Steel 66·75, Unions 163·62. (643, 166, 1130, 302)
table-row (134, 1234, 622, 1250)
bid-cell: 95·— (513, 1281, 568, 1296)
security-name: Úvěrní banka Ružomberk (136, 1468, 322, 1483)
table-row (134, 1609, 622, 1624)
flour-heading: Mouka a mlýnské výrobky. (775, 1402, 998, 1420)
security-name: Česká společnost cukerní (136, 1640, 323, 1655)
coupon-cell (435, 1421, 513, 1437)
column-3 (1147, 166, 1634, 2100)
security-name: Živnostenská banka (136, 1561, 281, 1576)
table-row (134, 1218, 622, 1234)
table-row (134, 985, 622, 1001)
coupon-cell: ¹/₆ ¹/₁₂ (435, 1281, 513, 1296)
table-row (134, 1312, 622, 1327)
ask-cell (568, 1187, 622, 1203)
security-name: Továrna na orientálské cukrovinky (136, 1717, 388, 1732)
coupon-cell: ¹/₅ ¹/₁₁ (435, 1001, 513, 1016)
coupon-cell: ¹/₁ ¹/₇ (435, 1079, 513, 1094)
ask-cell: — (568, 1452, 622, 1468)
price-paragraph: Pšenice transito: 1913 75—80 kg. k 11·40 až k 12·65, velkozrnná k 10·90 až k 11·20, vadná k 9·20 až k 10·20, cizozemská k 11·50 až k 12·65. (643, 1206, 1130, 1256)
coupon-cell: ¹/₅ ¹/₁₁ (435, 1327, 513, 1343)
ask-cell: 441·50 (568, 1421, 622, 1437)
goods-report-paragraph: Z Magdeburku, 6. března. (Tel. tisk. kanc.) [Pravní čisté] (ve kupci hod.) prodeváno: Na březen 9·65 až —·—, na duben 9·72 až 9·77, na květen 9·85, 9·87, na srpen 9·90, 9·97, na říjen-prosinec 9·55, 9·57, na leden-březen 9·70, 9·72. Smýšlení: klidné. Počasí: pošmourno. (1147, 876, 1634, 943)
coupon-cell: ¹/₃ ¹/₉ (435, 1094, 513, 1110)
bid-cell: — (513, 1437, 568, 1452)
table-row (134, 1203, 622, 1218)
